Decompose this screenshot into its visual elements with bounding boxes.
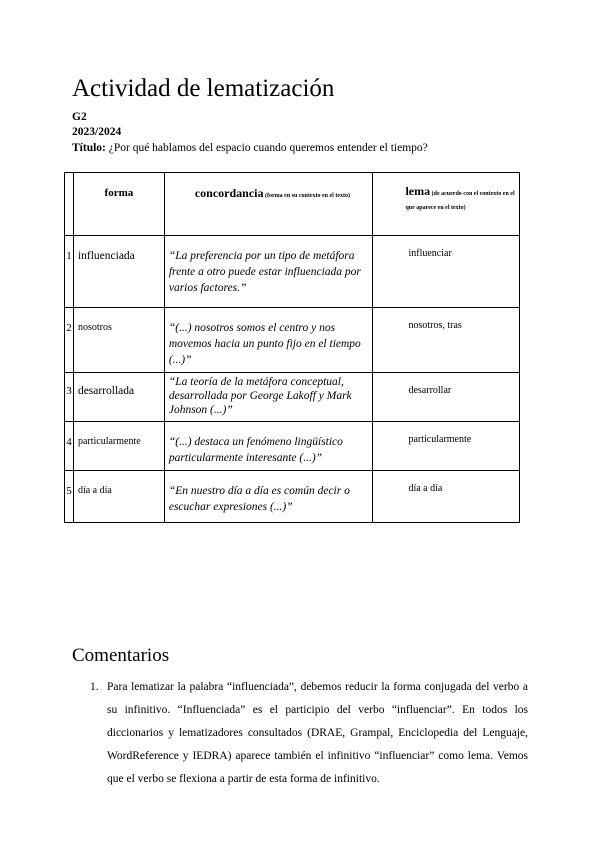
header-concordancia — [164, 173, 373, 236]
table-row — [65, 308, 520, 373]
academic-year: 2023/2024 — [72, 126, 122, 138]
table-row — [65, 236, 520, 308]
header-concordancia-note: (forma en su contexto en el texto) — [263, 193, 350, 199]
list-item — [72, 676, 528, 791]
topic-text: ¿Por qué hablamos del espacio cuando queremos entender el tiempo? — [105, 142, 428, 154]
concordancia-cell: “La preferencia por un tipo de metáfora frente a otro puede estar influenciada por varios factores.” — [164, 236, 373, 308]
forma-cell: desarrollada — [73, 373, 164, 422]
lemmatization-table — [64, 172, 520, 523]
comment-text: Para lematizar la palabra “influenciada”, debemos reducir la forma conjugada del verbo a su infinitivo. “Influenciada” es el participio del verbo “influenciar”. En todos los diccionarios y lematizadores consultados (DRAE, Grampal, Enciclopedia del Lenguaje, WordReference y IEDRA) aparece también el infinitivo “influenciar” como lema. Vemos que el verbo se flexiona a partir de esta forma de infinitivo. — [107, 681, 528, 785]
header-forma: forma — [73, 173, 164, 236]
concordancia-cell: “(...) nosotros somos el centro y nos movemos hacia un punto fijo en el tiempo (...)” — [164, 308, 373, 373]
row-number: 5 — [65, 471, 74, 523]
topic-line — [72, 141, 428, 155]
document-title: Actividad de lematización — [72, 75, 335, 102]
concordancia-cell: “La teoría de la metáfora conceptual, desarrollada por George Lakoff y Mark Johnson (...)” — [164, 373, 373, 422]
forma-cell: particularmente — [73, 422, 164, 471]
forma-cell: día a día — [73, 471, 164, 523]
lema-cell: particularmente — [373, 422, 520, 471]
topic-label: Título: — [72, 142, 106, 154]
lema-cell: desarrollar — [373, 373, 520, 422]
forma-cell: influenciada — [73, 236, 164, 308]
table-header-row — [65, 173, 520, 236]
lema-cell: día a día — [373, 471, 520, 523]
table-row — [65, 373, 520, 422]
lema-cell: nosotros, tras — [373, 308, 520, 373]
table-row — [65, 422, 520, 471]
row-number: 1 — [65, 236, 74, 308]
header-lema-label: lema — [405, 184, 431, 198]
header-concordancia-label: concordancia — [194, 186, 264, 200]
row-number: 3 — [65, 373, 74, 422]
lema-cell: influenciar — [373, 236, 520, 308]
row-number: 4 — [65, 422, 74, 471]
header-lema — [373, 173, 520, 236]
header-lema-note: (de acuerdo con el contexto en el que aparece en el texto) — [405, 191, 515, 211]
header-num-cell — [65, 173, 74, 236]
concordancia-cell: “(...) destaca un fenómeno lingüístico particularmente interesante (...)” — [164, 422, 373, 471]
comments-heading: Comentarios — [72, 645, 170, 666]
row-number: 2 — [65, 308, 74, 373]
table-row — [65, 471, 520, 523]
forma-cell: nosotros — [73, 308, 164, 373]
comment-number: 1. — [90, 681, 99, 693]
comments-list — [72, 676, 528, 791]
concordancia-cell: “En nuestro día a día es común decir o escuchar expresiones (...)” — [164, 471, 373, 523]
group-label: G2 — [72, 111, 87, 123]
